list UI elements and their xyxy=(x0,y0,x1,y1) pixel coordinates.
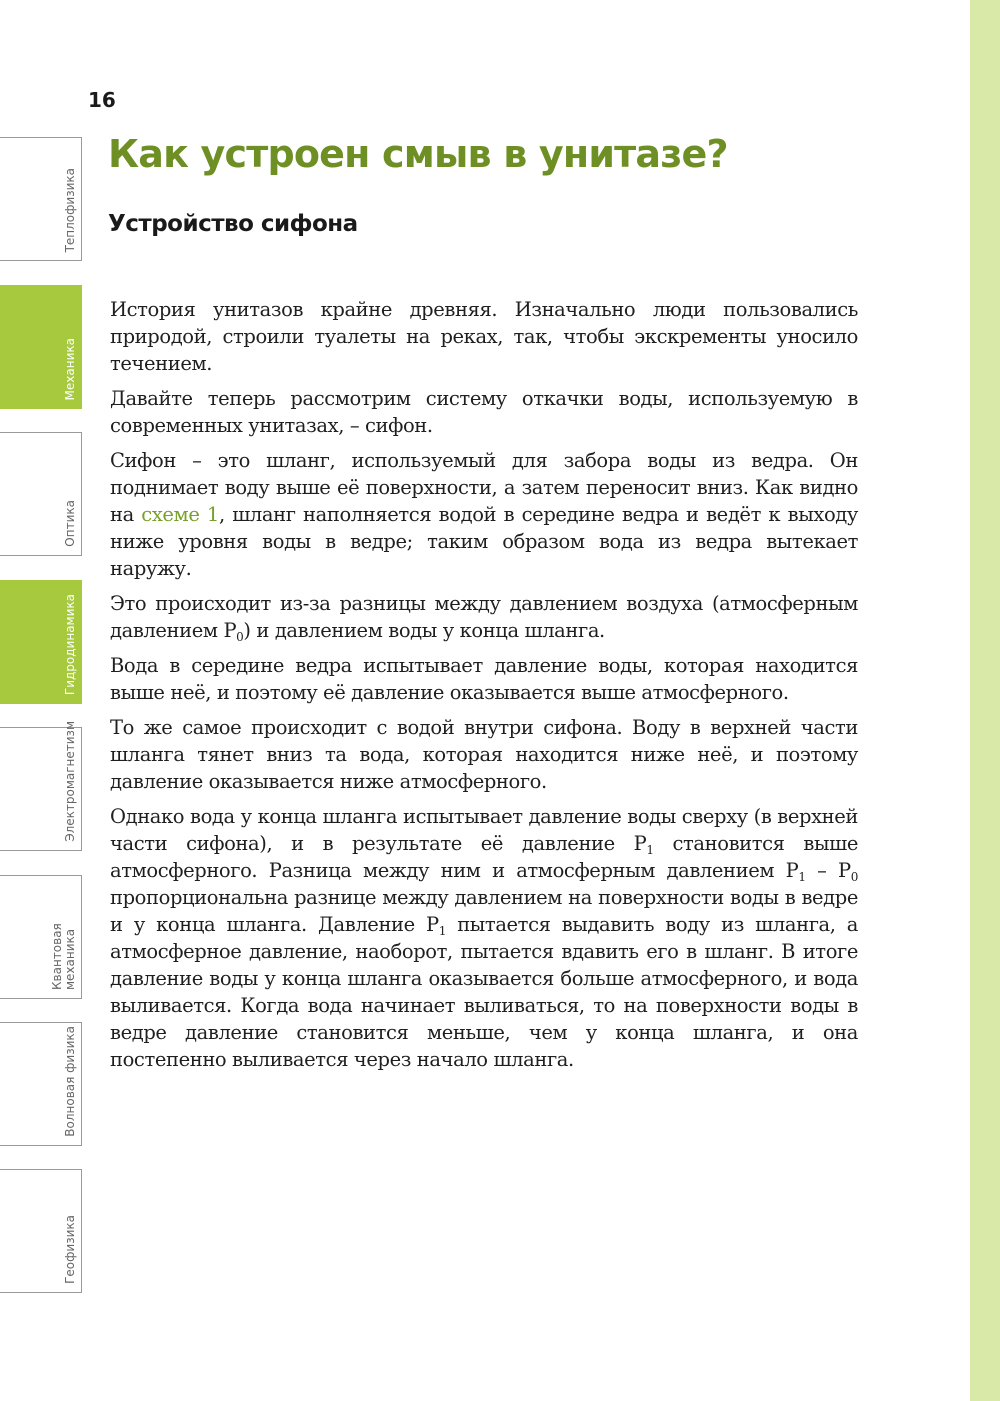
paragraph xyxy=(110,447,858,582)
subscript: 1 xyxy=(438,924,446,938)
text-run: пропорциональна разнице между давлением на поверхности воды в ведре и у конца шланга. Давление P xyxy=(110,886,858,936)
subscript: 0 xyxy=(850,870,858,884)
text-run: Это происходит из-за разницы между давлением воздуха (атмосферным давлением P xyxy=(110,592,858,642)
tab-electromagnetism[interactable] xyxy=(0,721,82,851)
text-run: становится выше атмосферного. Разница между ним и атмосферным давлением P xyxy=(110,832,858,882)
tab-thermophysics[interactable] xyxy=(0,137,82,261)
page-number: 16 xyxy=(88,88,116,112)
article-body xyxy=(110,296,858,1081)
tab-label: Гидродинамика xyxy=(63,593,77,695)
tab-label: Волновая физика xyxy=(63,1026,77,1137)
paragraph: Давайте теперь рассмотрим систему откачки воды, используемую в современных унитазах, – сифон. xyxy=(110,387,858,437)
tab-wave-physics[interactable] xyxy=(0,1022,82,1146)
paragraph: Вода в середине ведра испытывает давление воды, которая находится выше неё, и поэтому её давление оказывается выше атмосферного. xyxy=(110,654,858,704)
tab-label: Электромагнетизм xyxy=(63,721,77,842)
text-run: Однако вода у конца шланга испытывает давление воды сверху (в верхней части сифона), и в результате её давление P xyxy=(110,805,858,855)
text-run: пытается выдавить воду из шланга, а атмосферное давление, наоборот, пытается вдавить его в шланг. В итоге давление воды у конца шланга оказывается больше атмосферного, и вода выливается. Когда вода начинает выливаться, то на поверхности воды в ведре давление становится меньше, чем у конца шланга, и она постепенно выливается через начало шланга. xyxy=(110,913,858,1071)
tab-optics[interactable] xyxy=(0,432,82,556)
text-run: Сифон – это шланг, используемый для забора воды из ведра. Он поднимает воду выше её поверхности, а затем переносит вниз. Как видно на xyxy=(110,449,858,526)
tab-mechanics[interactable] xyxy=(0,285,82,409)
tab-hydrodynamics[interactable] xyxy=(0,580,82,704)
paragraph xyxy=(110,803,858,1073)
tab-geophysics[interactable] xyxy=(0,1169,82,1293)
text-run: ) и давлением воды у конца шланга. xyxy=(243,619,605,642)
tab-label: Геофизика xyxy=(63,1215,77,1284)
paragraph: История унитазов крайне древняя. Изначально люди пользовались природой, строили туалеты на реках, так, чтобы экскременты уносило течением. xyxy=(110,298,858,375)
tab-quantum-mechanics[interactable] xyxy=(0,875,82,999)
text-run: , шланг наполняется водой в середине ведра и ведёт к выходу ниже уровня воды в ведре; таким образом вода из ведра вытекает наружу. xyxy=(110,503,858,580)
subscript: 1 xyxy=(798,870,806,884)
scheme-link[interactable]: схеме 1 xyxy=(141,503,219,526)
right-edge-color-strip xyxy=(970,0,1000,1401)
tab-label: Теплофизика xyxy=(63,167,77,252)
subscript: 0 xyxy=(236,630,244,644)
tab-label: Оптика xyxy=(63,500,77,547)
section-subtitle: Устройство сифона xyxy=(108,211,358,237)
paragraph: То же самое происходит с водой внутри сифона. Воду в верхней части шланга тянет вниз та вода, которая находится ниже неё, и поэтому давление оказывается ниже атмосферного. xyxy=(110,716,858,793)
subscript: 1 xyxy=(646,843,654,857)
text-run: – P xyxy=(805,859,851,882)
paragraph xyxy=(110,590,858,644)
tab-label: Механика xyxy=(63,337,77,400)
tab-label: Квантовая механика xyxy=(50,923,77,990)
page-title: Как устроен смыв в унитазе? xyxy=(108,132,728,176)
